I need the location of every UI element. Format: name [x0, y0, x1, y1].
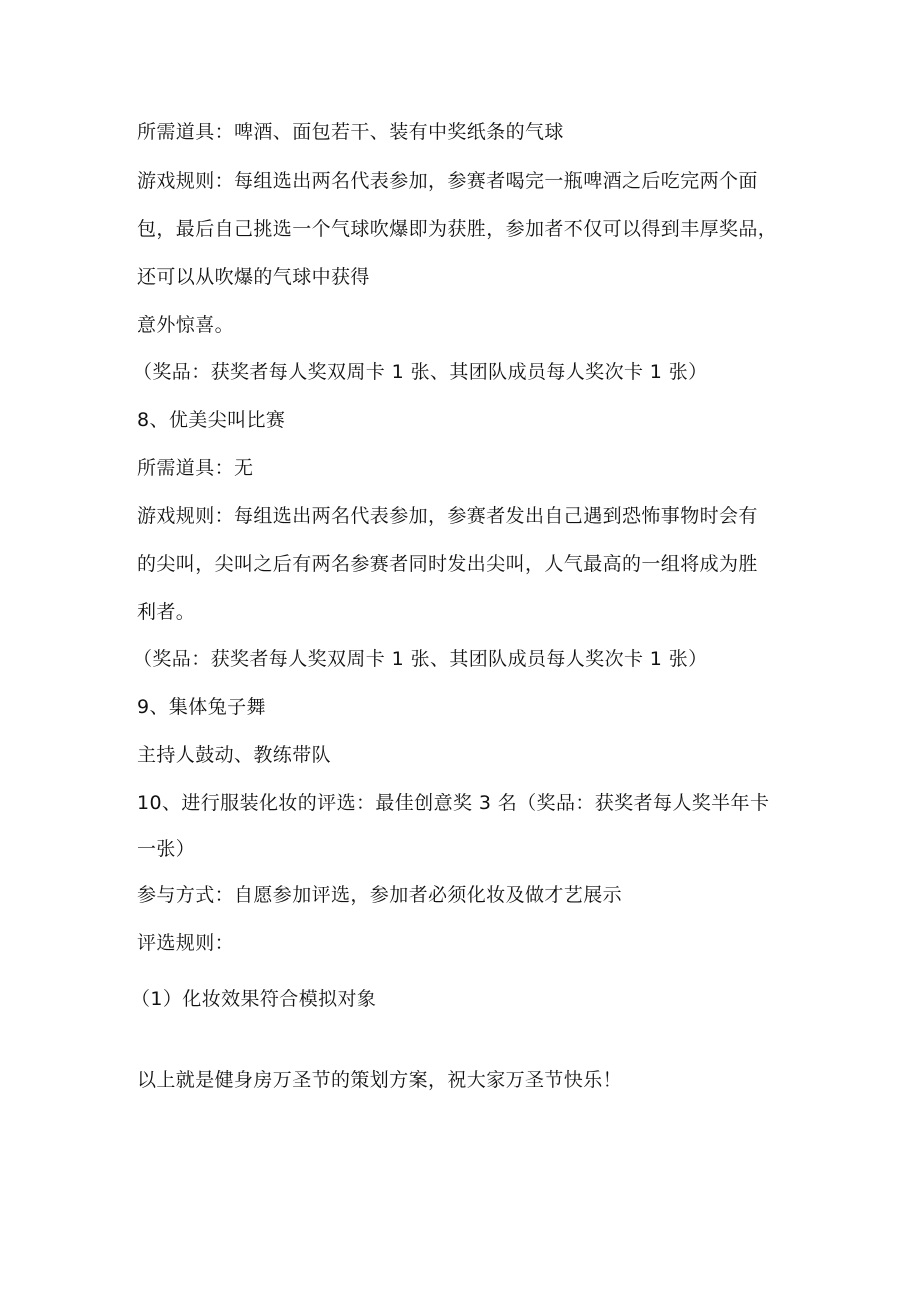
section-8-heading: 8、优美尖叫比赛: [137, 409, 286, 431]
section-9-heading: 9、集体兔子舞: [137, 696, 266, 718]
section-10-heading: 10、进行服装化妆的评选：最佳创意奖 3 名（奖品：获奖者每人奖半年卡: [137, 792, 770, 814]
rules-line-2-cont-a: 的尖叫，尖叫之后有两名参赛者同时发出尖叫，人气最高的一组将成为胜: [137, 553, 758, 575]
evaluation-rule-1: （1）化妆效果符合模拟对象: [131, 988, 377, 1010]
host-line: 主持人鼓动、教练带队: [137, 744, 332, 766]
rules-line-2-cont-b: 利者。: [137, 601, 196, 623]
props-line-1: 所需道具：啤酒、面包若干、装有中奖纸条的气球: [137, 121, 564, 143]
prize-line-2: （奖品：获奖者每人奖双周卡 1 张、其团队成员每人奖次卡 1 张）: [133, 648, 708, 670]
closing-line: 以上就是健身房万圣节的策划方案，祝大家万圣节快乐！: [137, 1069, 623, 1091]
evaluation-rules-label: 评选规则：: [137, 932, 235, 954]
section-10-heading-cont: 一张）: [137, 838, 196, 860]
prize-line-1: （奖品：获奖者每人奖双周卡 1 张、其团队成员每人奖次卡 1 张）: [133, 361, 708, 383]
rules-line-1-cont-a: 包，最后自己挑选一个气球吹爆即为获胜，参加者不仅可以得到丰厚奖品，: [137, 218, 778, 240]
rules-line-1: 游戏规则：每组选出两名代表参加，参赛者喝完一瓶啤酒之后吃完两个面: [137, 170, 758, 192]
rules-line-1-cont-b: 还可以从吹爆的气球中获得: [137, 266, 370, 288]
rules-line-2: 游戏规则：每组选出两名代表参加，参赛者发出自己遇到恐怖事物时会有: [137, 505, 758, 527]
participation-line: 参与方式：自愿参加评选，参加者必须化妆及做才艺展示: [137, 884, 623, 906]
rules-line-1-cont-c: 意外惊喜。: [137, 314, 235, 336]
props-line-2: 所需道具：无: [137, 457, 254, 479]
